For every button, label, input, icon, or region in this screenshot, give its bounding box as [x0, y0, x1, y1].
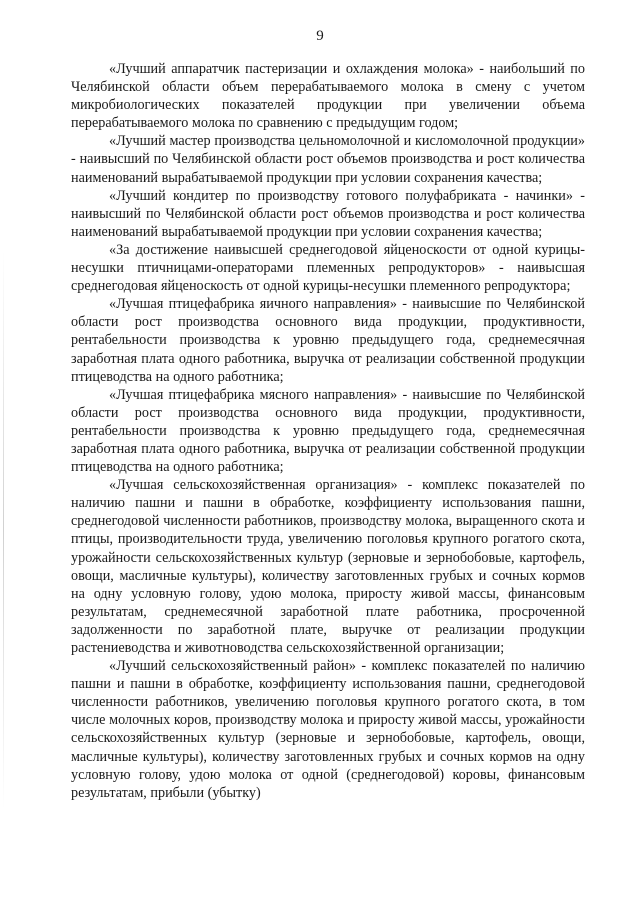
paragraph-pasteurization: «Лучший аппаратчик пастеризации и охлаждения молока» - наибольший по Челябинской области объем перерабатываемого молока в смену с учетом микробиологических показателей продукции при увеличении объема перерабатываемого молока по сравнению с предыдущим годом; — [71, 61, 585, 132]
paragraph-egg-laying: «За достижение наивысшей среднегодовой яйценоскости от одной курицы-несушки птичницами-операторами племенных репродукторов» - наивысшая среднегодовая яйценоскость от одной курицы-несушки племенного репродуктора; — [71, 241, 585, 295]
paragraph-egg-poultry-farm: «Лучшая птицефабрика яичного направления» - наивысшие по Челябинской области рост производства основного вида продукции, продуктивности, рентабельности производства к уровню предыдущего года, среднемесячная заработная плата одного работника, выручка от реализации собственной продукции птицеводства на одного работника; — [71, 296, 585, 385]
paragraph-confectioner: «Лучший кондитер по производству готового полуфабриката - начинки» - наивысший по Челябинской области рост объемов производства и рост количества наименований вырабатываемой продукции при условии сохранения качества; — [71, 187, 585, 240]
paragraph-agricultural-organization: «Лучшая сельскохозяйственная организация» - комплекс показателей по наличию пашни и пашни в обработке, коэффициенту использования пашни, среднегодовой численности работников, производству молока, выращенного скота и птицы, производительности труда, увеличению поголовья крупного рогатого скота, урожайности сельскохозяйственных культур (зерновые и зернобобовые, картофель, овощи, масличные культуры), количеству заготовленных грубых и сочных кормов на одну условную голову, удою молока, приросту живой массы, финансовым результатам, среднемесячной заработной плате работника, просроченной задолженности по заработной плате, выручке от реализации продукции растениеводства и животноводства сельскохозяйственной организации; — [71, 477, 585, 656]
document-body — [71, 60, 585, 802]
paragraph-agricultural-district: «Лучший сельскохозяйственный район» - комплекс показателей по наличию пашни и пашни в обработке, коэффициенту использования пашни, среднегодовой численности работников, увеличению поголовья крупного рогатого скота, в том числе молочных коров, производству молока и приросту живой массы, урожайности сельскохозяйственных культур (зерновые и зернобобовые, картофель, овощи, масличные культуры), количеству заготовленных грубых и сочных кормов на одну условную голову, удою молока от одной (среднегодовой) коровы, финансовым результатам, прибыли (убытку) — [71, 658, 585, 801]
scan-edge-shadow — [3, 250, 4, 810]
paragraph-meat-poultry-farm: «Лучшая птицефабрика мясного направления» - наивысшие по Челябинской области рост производства основного вида продукции, продуктивности, рентабельности производства к уровню предыдущего года, среднемесячная заработная плата одного работника, выручка от реализации собственной продукции птицеводства на одного работника; — [71, 386, 585, 476]
paragraph-dairy-master: «Лучший мастер производства цельномолочной и кисломолочной продукции» - наивысший по Челябинской области рост объемов производства и рост количества наименований вырабатываемой продукции при условии сохранения качества; — [71, 133, 585, 186]
page-number: 9 — [316, 28, 324, 44]
